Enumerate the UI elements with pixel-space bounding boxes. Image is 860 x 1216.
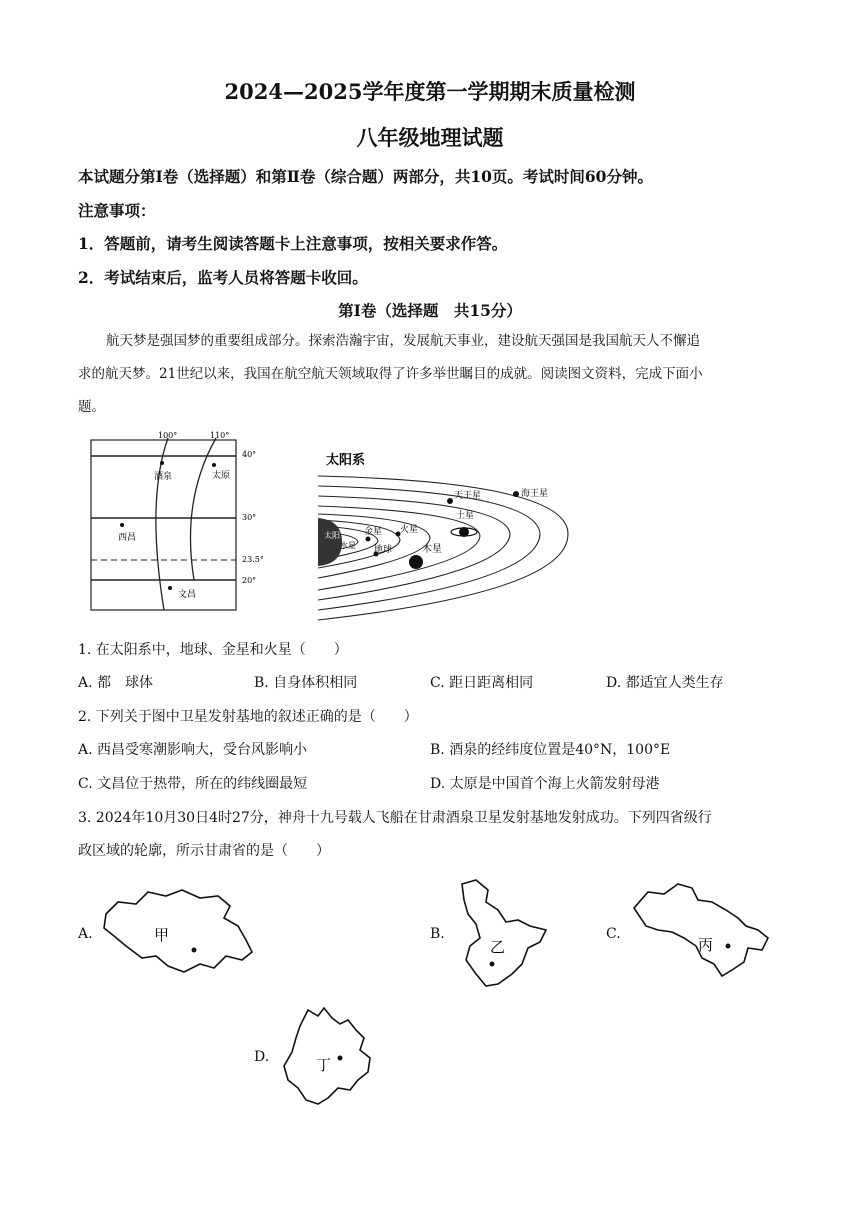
question-1-stem: 1. 在太阳系中，地球、金星和火星（ ） — [78, 642, 348, 658]
q3-option-a[interactable]: A. — [78, 926, 93, 942]
site-label-jiuquan: 酒泉 — [154, 472, 173, 482]
lat-label-20: 20° — [242, 576, 257, 585]
heilongjiang-outline — [462, 880, 546, 986]
uranus-label: 天王星 — [454, 491, 482, 501]
neptune-label: 海王星 — [521, 489, 549, 499]
lat-label-40: 40° — [242, 450, 257, 459]
exam-title: 2024—2025学年度第一学期期末质量检测 — [224, 79, 636, 104]
notice-item-2: 2．考试结束后，监考人员将答题卡收回。 — [78, 268, 368, 287]
q1-option-d[interactable]: D. 都适宜人类生存 — [606, 675, 724, 691]
q1-option-c[interactable]: C. 距日距离相同 — [430, 675, 534, 691]
earth-label: 地球 — [374, 545, 393, 555]
question-3-stem-line-1: 3. 2024年10月30日4时27分，神舟十九号载人飞船在甘肃酒泉卫星发射基地发射成功。下列四省级行 — [78, 810, 712, 826]
province-mark-ding: 丁 — [316, 1056, 332, 1074]
notice-item-1: 1．答题前，请考生阅读答题卡上注意事项，按相关要求作答。 — [78, 234, 508, 253]
site-dot-wenchang — [168, 586, 172, 590]
question-2-stem: 2. 下列关于图中卫星发射基地的叙述正确的是（ ） — [78, 709, 418, 725]
question-3-stem-line-2: 政区域的轮廓，所示甘肃省的是（ ） — [78, 843, 330, 859]
q2-option-b[interactable]: B. 酒泉的经纬度位置是40°N，100°E — [430, 742, 671, 758]
capital-dot-d — [338, 1056, 343, 1061]
launch-site-map — [86, 430, 272, 616]
exam-subtitle: 八年级地理试题 — [356, 125, 504, 150]
q1-option-b[interactable]: B. 自身体积相同 — [254, 675, 358, 691]
site-label-wenchang: 文昌 — [178, 590, 197, 600]
passage-line-3: 题。 — [78, 399, 105, 415]
province-outline-b[interactable] — [452, 876, 552, 990]
province-mark-jia: 甲 — [154, 926, 170, 944]
site-dot-jiuquan — [160, 461, 164, 465]
q3-option-c[interactable]: C. — [606, 926, 621, 942]
neptune-dot — [513, 491, 519, 497]
q3-option-d[interactable]: D. — [254, 1049, 270, 1065]
q1-option-a[interactable]: A. 都 球体 — [78, 675, 154, 691]
section-title: 第Ⅰ卷（选择题 共15分） — [338, 301, 522, 320]
site-dot-xichang — [120, 523, 124, 527]
jupiter-dot — [409, 555, 423, 569]
capital-dot-b — [490, 962, 495, 967]
site-dot-taiyuan — [212, 463, 216, 467]
capital-dot-c — [726, 944, 731, 949]
venus-dot — [366, 537, 371, 542]
province-outline-d[interactable] — [278, 1004, 378, 1110]
q2-option-c[interactable]: C. 文昌位于热带，所在的纬线圈最短 — [78, 776, 308, 792]
sun-label: 太阳 — [324, 531, 340, 540]
province-outline-c[interactable] — [628, 878, 774, 980]
notice-title: 注意事项： — [78, 201, 156, 220]
saturn-label: 土星 — [456, 511, 475, 521]
site-label-xichang: 西昌 — [118, 533, 137, 543]
lat-label-30: 30° — [242, 513, 257, 522]
solar-title: 太阳系 — [326, 453, 366, 468]
lon-label-100: 100° — [158, 431, 178, 440]
province-mark-yi: 乙 — [490, 938, 506, 956]
exam-intro: 本试题分第Ⅰ卷（选择题）和第Ⅱ卷（综合题）两部分，共10页。考试时间60分钟。 — [78, 167, 653, 186]
q3-option-b[interactable]: B. — [430, 926, 445, 942]
mars-label: 火星 — [400, 525, 419, 535]
site-label-taiyuan: 太原 — [212, 471, 231, 481]
province-mark-bing: 丙 — [698, 936, 714, 954]
mercury-label: 水星 — [340, 541, 356, 550]
passage-line-2: 求的航天梦。21世纪以来，我国在航空航天领域取得了许多举世瞩目的成就。阅读图文资料，完成下面小 — [78, 366, 703, 382]
lon-label-110: 110° — [210, 431, 230, 440]
lat-label-23-5: 23.5° — [242, 555, 264, 564]
solar-system-diagram — [318, 442, 578, 622]
passage-line-1: 航天梦是强国梦的重要组成部分。探索浩瀚宇宙，发展航天事业，建设航天强国是我国航天人不懈追 — [106, 333, 700, 349]
gansu-outline — [634, 884, 768, 976]
jupiter-label: 木星 — [422, 544, 442, 555]
venus-label: 金星 — [364, 527, 383, 537]
q2-option-d[interactable]: D. 太原是中国首个海上火箭发射母港 — [430, 776, 660, 792]
uranus-dot — [447, 498, 453, 504]
lon-line-110 — [190, 438, 216, 580]
capital-dot-a — [192, 948, 197, 953]
tibet-outline — [104, 890, 252, 972]
q2-option-a[interactable]: A. 西昌受寒潮影响大，受台风影响小 — [78, 742, 308, 758]
province-outline-a[interactable] — [96, 884, 260, 980]
sun-shape — [318, 518, 342, 566]
